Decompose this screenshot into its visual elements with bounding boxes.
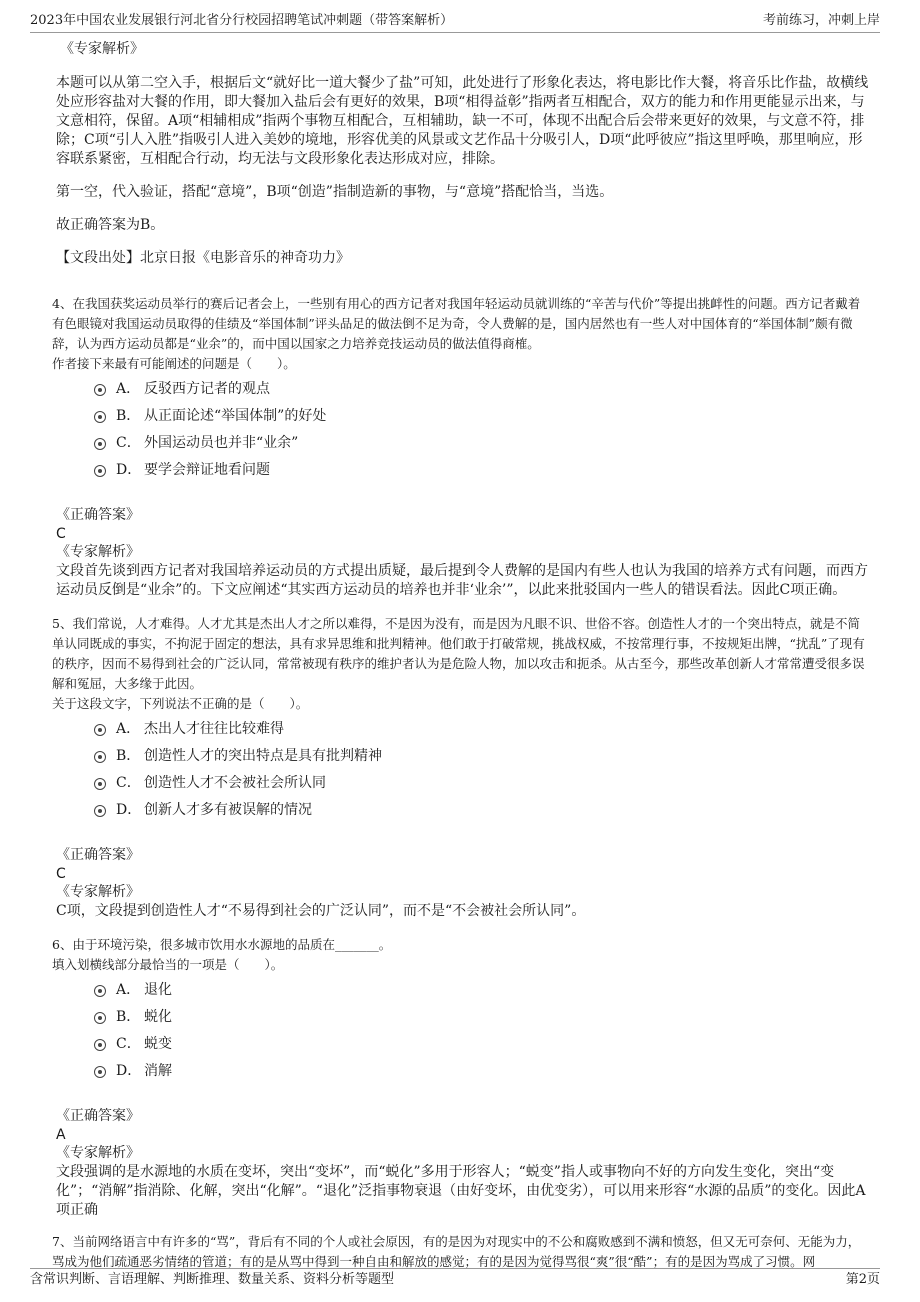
option-list (94, 716, 872, 824)
question-prompt: 作者接下来最有可能阐述的问题是（ ）。 (52, 356, 296, 371)
option-a[interactable]: A． 杰出人才往往比较难得 (94, 716, 872, 743)
radio-icon[interactable] (94, 805, 106, 817)
answer-value: C (56, 866, 66, 882)
option-b[interactable]: B． 蜕化 (94, 1004, 872, 1031)
footer-note: 含常识判断、言语理解、判断推理、数量关系、资料分析等题型 (30, 1272, 395, 1287)
option-b[interactable]: B． 从正面论述“举国体制”的好处 (94, 403, 872, 430)
question-prompt: 填入划横线部分最恰当的一项是（ ）。 (52, 957, 284, 972)
radio-icon[interactable] (94, 751, 106, 763)
radio-icon[interactable] (94, 384, 106, 396)
option-d[interactable]: D． 创新人才多有被误解的情况 (94, 797, 872, 824)
option-a[interactable]: A． 反驳西方记者的观点 (94, 376, 872, 403)
question-prompt: 关于这段文字，下列说法不正确的是（ ）。 (52, 696, 309, 711)
answer-value: A (56, 1127, 66, 1143)
radio-icon[interactable] (94, 724, 106, 736)
conclusion-text: 故正确答案为B。 (56, 217, 165, 233)
option-c[interactable]: C． 外国运动员也并非“业余” (94, 430, 872, 457)
option-list (94, 977, 872, 1085)
question-stem: 5、我们常说，人才难得。人才尤其是杰出人才之所以难得，不是因为没有，而是因为凡眼不识、世俗不容。创造性人才的一个突出特点，就是不简单认同既成的事实，不拘泥于固定的想法，具有求异思维和批判精神。他们敢于打破常规，挑战权威，不按常理行事，不按规矩出牌，“扰乱”了现有的秩序，因而不易得到社会的广泛认同，常常被现有秩序的维护者认为是危险人物，加以攻击和扼杀。从古至今，那些改革创新人才常常遭受很多误解和冤屈，大多缘于此因。 (52, 616, 865, 691)
question-7 (52, 1232, 872, 1272)
answer-value: C (56, 526, 66, 542)
radio-icon[interactable] (94, 778, 106, 790)
question-4 (52, 294, 872, 600)
radio-icon[interactable] (94, 985, 106, 997)
analysis-label: 《专家解析》 (56, 884, 140, 900)
analysis-text: 第一空，代入验证，搭配“意境”，B项“创造”指制造新的事物，与“意境”搭配恰当，当选。 (56, 184, 614, 200)
analysis-text: 文段首先谈到西方记者对我国培养运动员的方式提出质疑，最后提到令人费解的是国内有些人也认为我国的培养方式有问题，而西方运动员反倒是“业余”的。下文应阐述“其实西方运动员的培养也并非‘业余’”，以此来批驳国内一些人的错误看法。因此C项正确。 (56, 563, 868, 598)
question-stem: 4、在我国获奖运动员举行的赛后记者会上，一些别有用心的西方记者对我国年轻运动员就训练的“辛苦与代价”等提出挑衅性的问题。西方记者戴着有色眼镜对我国运动员取得的佳绩及“举国体制”评头品足的做法倒不足为奇，令人费解的是，国内居然也有一些人对中国体育的“举国体制”颇有微辞，认为西方运动员都是“业余”的，而中国以国家之力培养竞技运动员的做法值得商榷。 (52, 296, 861, 351)
analysis-text: C项，文段提到创造性人才“不易得到社会的广泛认同”，而不是“不会被社会所认同”。 (56, 903, 586, 919)
page-header (30, 10, 880, 33)
question-6 (52, 935, 872, 1220)
answer-label: 《正确答案》 (56, 847, 140, 863)
radio-icon[interactable] (94, 1066, 106, 1078)
analysis-label: 《专家解析》 (60, 41, 144, 57)
radio-icon[interactable] (94, 465, 106, 477)
page-number: 第2页 (845, 1272, 880, 1287)
question-5 (52, 614, 872, 921)
analysis-label: 《专家解析》 (56, 544, 140, 560)
radio-icon[interactable] (94, 411, 106, 423)
option-b[interactable]: B． 创造性人才的突出特点是具有批判精神 (94, 743, 872, 770)
analysis-text: 本题可以从第二空入手，根据后文“就好比一道大餐少了盐”可知，此处进行了形象化表达，将电影比作大餐，将音乐比作盐，故横线处应形容盐对大餐的作用，即大餐加入盐后会有更好的效果，B项“相得益彰”指两者互相配合，双方的能力和作用更能显示出来，与文意相符，保留。A项“相辅相成”指两个事物互相配合，互相辅助，缺一不可，体现不出配合后会带来更好的效果，与文意不符，排除；C项“引人入胜”指吸引人进入美妙的境地，形容优美的风景或文艺作品十分吸引人，D项“此呼彼应”指这里呼唤，那里响应，形容联系紧密，互相配合行动，均无法与文段形象化表达形成对应，排除。 (56, 75, 869, 167)
option-d[interactable]: D． 消解 (94, 1058, 872, 1085)
answer-label: 《正确答案》 (56, 1108, 140, 1124)
radio-icon[interactable] (94, 438, 106, 450)
option-c[interactable]: C． 蜕变 (94, 1031, 872, 1058)
option-list (94, 376, 872, 484)
prev-question-tail (56, 40, 872, 268)
analysis-label: 《专家解析》 (56, 1145, 140, 1161)
page-footer (30, 1268, 880, 1291)
option-d[interactable]: D． 要学会辩证地看问题 (94, 457, 872, 484)
analysis-text: 文段强调的是水源地的水质在变坏，突出“变坏”，而“蜕化”多用于形容人；“蜕变”指人或事物向不好的方向发生变化，突出“变化”；“消解”指消除、化解，突出“化解”。“退化”泛指事物衰退（由好变坏，由优变劣），可以用来形容“水源的品质”的变化。因此A项正确 (56, 1164, 866, 1218)
page-content (52, 40, 872, 1272)
source-text: 【文段出处】北京日报《电影音乐的神奇功力》 (56, 250, 350, 266)
header-title: 2023年中国农业发展银行河北省分行校园招聘笔试冲刺题（带答案解析） (30, 13, 454, 28)
answer-label: 《正确答案》 (56, 507, 140, 523)
option-a[interactable]: A． 退化 (94, 977, 872, 1004)
radio-icon[interactable] (94, 1012, 106, 1024)
question-stem: 6、由于环境污染，很多城市饮用水水源地的品质在_______。 (52, 937, 392, 952)
header-slogan: 考前练习，冲刺上岸 (762, 13, 880, 28)
question-stem: 7、当前网络语言中有许多的“骂”，背后有不同的个人或社会原因，有的是因为对现实中的不公和腐败感到不满和愤怒，但又无可奈何、无能为力，骂成为他们疏通恶劣情绪的管道；有的是从骂中得到一种自由和解放的感觉；有的是因为觉得骂很“爽”很“酷”；有的是因为骂成了习惯。网 (52, 1234, 861, 1269)
radio-icon[interactable] (94, 1039, 106, 1051)
option-c[interactable]: C． 创造性人才不会被社会所认同 (94, 770, 872, 797)
